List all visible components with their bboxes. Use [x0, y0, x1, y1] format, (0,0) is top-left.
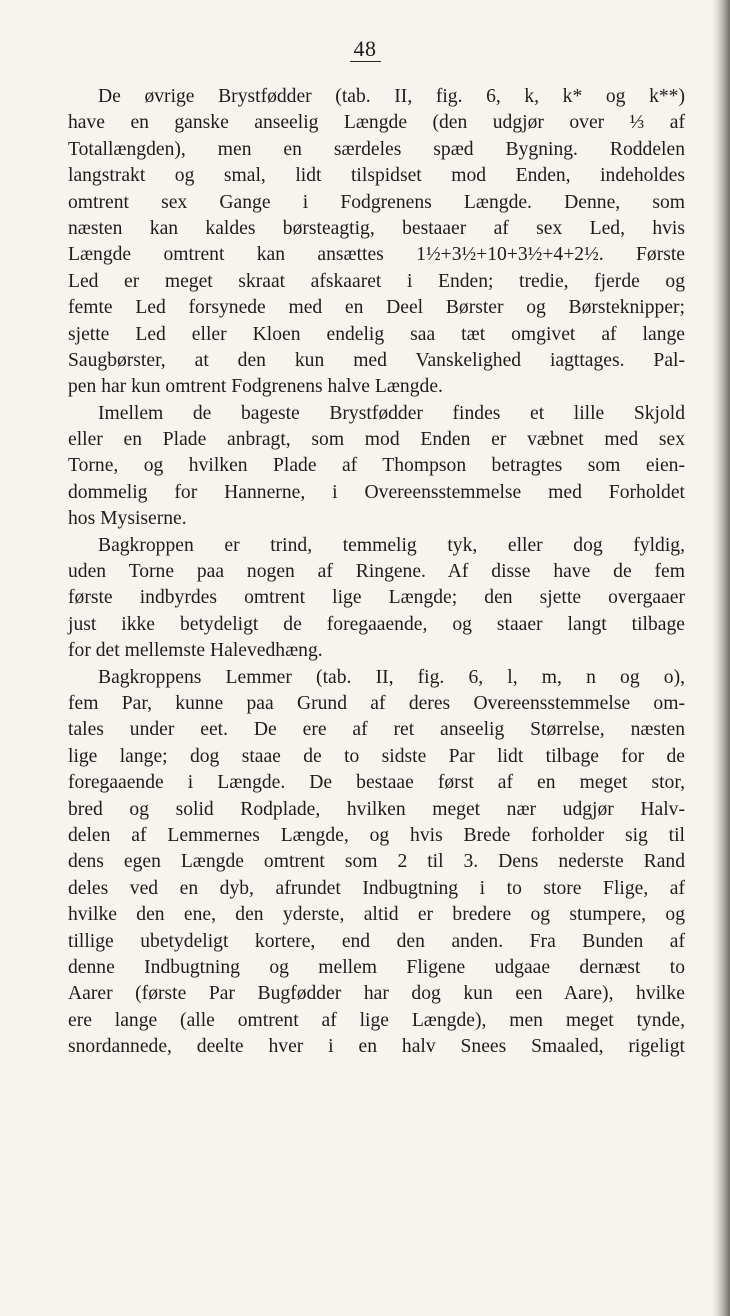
text-line: dens egen Længde omtrent som 2 til 3. Dens nederste Rand	[68, 851, 685, 873]
text-line: Torne, og hvilken Plade af Thompson betragtes som eien-	[68, 455, 685, 477]
text-line: delen af Lemmernes Længde, og hvis Brede forholder sig til	[68, 824, 685, 846]
text-line: De øvrige Brystfødder (tab. II, fig. 6, k, k* og k**)	[98, 86, 685, 107]
page-number-text: 48	[350, 37, 381, 62]
text-line: uden Torne paa nogen af Ringene. Af disse have de fem	[68, 561, 685, 583]
text-line: dommelig for Hannerne, i Overeensstemmelse med Forholdet	[68, 481, 685, 503]
text-line: første indbyrdes omtrent lige Længde; den sjette overgaaer	[68, 587, 685, 609]
text-line: tales under eet. De ere af ret anseelig Størrelse, næsten	[68, 719, 685, 741]
text-line: for det mellemste Halevedhæng.	[68, 640, 323, 662]
text-line: sjette Led eller Kloen endelig saa tæt omgivet af lange	[68, 323, 685, 345]
page-number	[0, 36, 730, 62]
text-line: deles ved en dyb, afrundet Indbugtning i to store Flige, af	[68, 877, 685, 899]
text-line: langstrakt og smal, lidt tilspidset mod Enden, indeholdes	[68, 165, 685, 187]
text-line: Totallængden), men en særdeles spæd Bygning. Roddelen	[68, 138, 685, 160]
text-line: Imellem de bageste Brystfødder findes et lille Skjold	[98, 402, 685, 424]
text-line: pen har kun omtrent Fodgrenens halve Længde.	[68, 376, 443, 398]
text-line: bred og solid Rodplade, hvilken meget nær udgjør Halv-	[68, 798, 685, 820]
text-line: snordannede, deelte hver i en halv Snees Smaaled, rigeligt	[68, 1036, 685, 1058]
text-line: hvilke den ene, den yderste, altid er bredere og stumpere, og	[68, 904, 685, 926]
text-line: denne Indbugtning og mellem Fligene udgaae dernæst to	[68, 956, 685, 978]
text-line: foregaaende i Længde. De bestaae først af en meget stor,	[68, 772, 685, 794]
text-line: femte Led forsynede med en Deel Børster og Børsteknipper;	[68, 297, 685, 319]
text-line: Led er meget skraat afskaaret i Enden; tredie, fjerde og	[68, 270, 685, 292]
text-line: just ikke betydeligt de foregaaende, og staaer langt tilbage	[68, 613, 685, 635]
scan-edge-shadow	[712, 0, 730, 1316]
body-text	[68, 84, 685, 1060]
text-line: omtrent sex Gange i Fodgrenens Længde. Denne, som	[68, 191, 685, 213]
text-line: have en ganske anseelig Længde (den udgjør over ⅓ af	[68, 112, 685, 134]
text-line: tillige ubetydeligt kortere, end den anden. Fra Bunden af	[68, 930, 685, 952]
text-line: næsten kan kaldes børsteagtig, bestaaer af sex Led, hvis	[68, 217, 685, 239]
text-line: lige lange; dog staae de to sidste Par lidt tilbage for de	[68, 745, 685, 767]
text-line: Bagkroppen er trind, temmelig tyk, eller dog fyldig,	[98, 534, 685, 556]
text-line: hos Mysiserne.	[68, 508, 187, 530]
text-line: ere lange (alle omtrent af lige Længde), men meget tynde,	[68, 1009, 685, 1031]
text-line: Saugbørster, at den kun med Vanskelighed iagttages. Pal-	[68, 349, 685, 371]
text-line: Aarer (første Par Bugfødder har dog kun een Aare), hvilke	[68, 983, 685, 1005]
text-line: Længde omtrent kan ansættes 1½+3½+10+3½+4+2½. Første	[68, 244, 685, 266]
text-line: Bagkroppens Lemmer (tab. II, fig. 6, l, m, n og o),	[98, 666, 685, 688]
text-line: fem Par, kunne paa Grund af deres Overeensstemmelse om-	[68, 692, 685, 714]
text-line: eller en Plade anbragt, som mod Enden er væbnet med sex	[68, 429, 685, 451]
